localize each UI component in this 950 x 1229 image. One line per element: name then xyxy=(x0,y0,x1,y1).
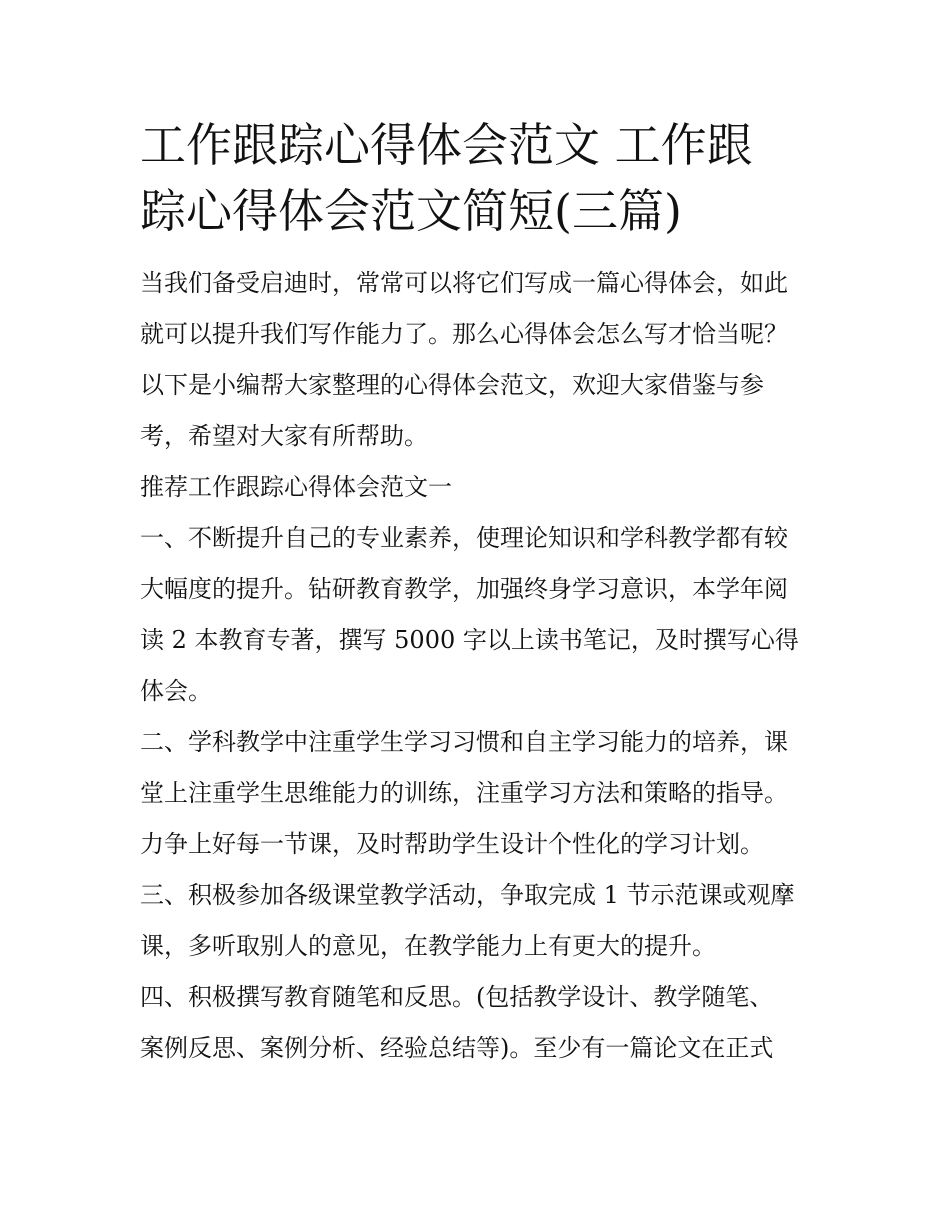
text-line: 三、积极参加各级课堂教学活动，争取完成 1 节示范课或观摩 xyxy=(140,881,795,909)
text-line: 堂上注重学生思维能力的训练，注重学习方法和策略的指导。 xyxy=(140,779,788,807)
document-title xyxy=(140,112,812,244)
text-line: 体会。 xyxy=(140,677,212,705)
paragraph-item-4 xyxy=(140,972,812,1074)
title-line: 工作跟踪心得体会范文 工作跟 xyxy=(140,118,753,172)
text-line: 读 2 本教育专著，撰写 5000 字以上读书笔记，及时撰写心得 xyxy=(140,626,799,654)
text-line: 考，希望对大家有所帮助。 xyxy=(140,422,428,450)
text-line: 一、不断提升自己的专业素养，使理论知识和学科教学都有较 xyxy=(140,524,788,552)
intro-paragraph xyxy=(140,258,812,462)
paragraph-item-3 xyxy=(140,870,812,972)
section-heading xyxy=(140,462,812,513)
text-line: 当我们备受启迪时，常常可以将它们写成一篇心得体会，如此 xyxy=(140,269,788,297)
text-line: 四、积极撰写教育随笔和反思。(包括教学设计、教学随笔、 xyxy=(140,983,774,1011)
text-line: 就可以提升我们写作能力了。那么心得体会怎么写才恰当呢？ xyxy=(140,320,788,348)
title-line: 踪心得体会范文简短(三篇) xyxy=(140,184,682,238)
text-line: 以下是小编帮大家整理的心得体会范文，欢迎大家借鉴与参 xyxy=(140,371,764,399)
document-body xyxy=(140,258,812,1074)
text-line: 大幅度的提升。钻研教育教学，加强终身学习意识，本学年阅 xyxy=(140,575,788,603)
text-line: 课，多听取别人的意见，在教学能力上有更大的提升。 xyxy=(140,932,716,960)
paragraph-item-2 xyxy=(140,717,812,870)
text-line: 案例反思、案例分析、经验总结等)。至少有一篇论文在正式 xyxy=(140,1034,774,1062)
text-line: 推荐工作跟踪心得体会范文一 xyxy=(140,473,452,501)
text-line: 二、学科教学中注重学生学习习惯和自主学习能力的培养，课 xyxy=(140,728,788,756)
text-line: 力争上好每一节课，及时帮助学生设计个性化的学习计划。 xyxy=(140,830,764,858)
paragraph-item-1 xyxy=(140,513,812,717)
document-content xyxy=(140,112,812,1074)
